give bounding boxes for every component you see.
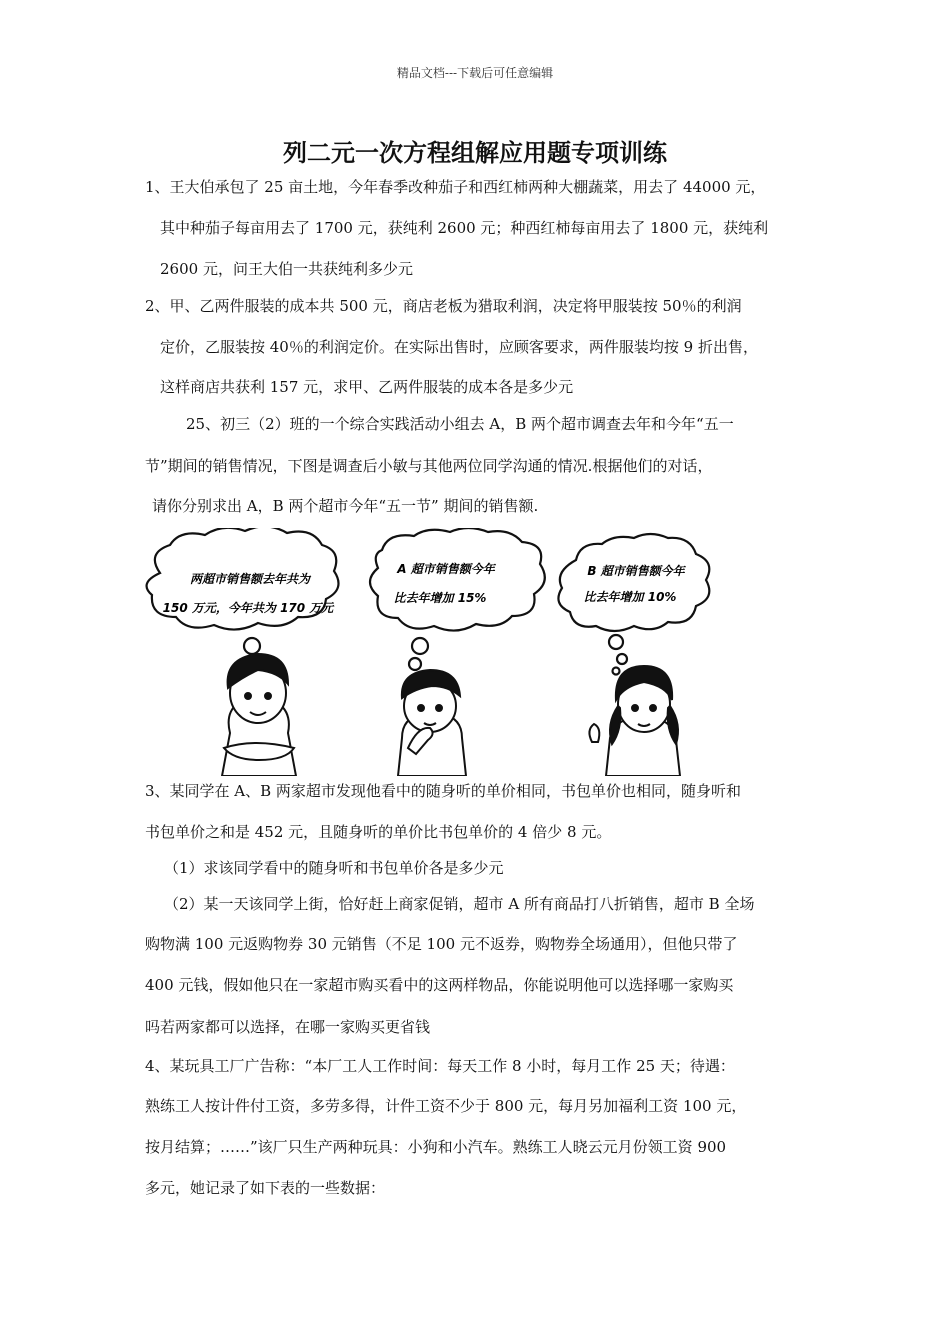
text-line: 购物满 100 元返购物券 30 元销售（不足 100 元不返券，购物券全场通用），但他只带了 xyxy=(145,935,738,953)
text-line: 书包单价之和是 452 元，且随身听的单价比书包单价的 4 倍少 8 元。 xyxy=(145,823,612,841)
text-line: 400 元钱，假如他只在一家超市购买看中的这两样物品，你能说明他可以选择哪一家购买 xyxy=(145,976,734,994)
thought-bubble-2 xyxy=(370,528,545,631)
bubble-2-line-2: 比去年增加 15% xyxy=(393,591,487,605)
thought-bubble-3 xyxy=(558,534,709,631)
text-line: 2600 元，问王大伯一共获纯利多少元 xyxy=(160,260,413,278)
text-line: 4、某玩具工厂广告称：“本厂工人工作时间：每天工作 8 小时，每月工作 25 天；待遇： xyxy=(145,1057,735,1075)
bubble-2-line-1: A 超市销售额今年 xyxy=(397,562,495,576)
thought-dot xyxy=(244,638,260,654)
thought-dot xyxy=(613,668,620,675)
text-line: （1）求该同学看中的随身听和书包单价各是多少元 xyxy=(164,859,504,877)
bubble-1-line-1: 两超市销售额去年共为 xyxy=(189,572,311,586)
text-line: 3、某同学在 A、B 两家超市发现他看中的随身听的单价相同，书包单价也相同，随身听和 xyxy=(145,782,741,800)
text-line: 1、王大伯承包了 25 亩土地，今年春季改种茄子和西红柿两种大棚蔬菜，用去了 44000 元， xyxy=(145,178,766,196)
student-boy-2 xyxy=(398,670,466,776)
student-girl xyxy=(589,666,680,776)
thought-dot xyxy=(412,638,428,654)
text-line: 吗若两家都可以选择，在哪一家购买更省钱 xyxy=(145,1018,431,1036)
text-line: 请你分别求出 A，B 两个超市今年“五一节” 期间的销售额. xyxy=(152,497,539,515)
page-title: 列二元一次方程组解应用题专项训练 xyxy=(283,139,667,167)
thought-dot xyxy=(609,635,623,649)
bubble-3-line-1: B 超市销售额今年 xyxy=(587,564,685,578)
text-line: 定价，乙服装按 40％的利润定价。在实际出售时，应顾客要求，两件服装均按 9 折出售， xyxy=(160,338,758,356)
text-line: 熟练工人按计件付工资，多劳多得，计件工资不少于 800 元，每月另加福利工资 100 元， xyxy=(145,1097,747,1115)
text-line: 2、甲、乙两件服装的成本共 500 元，商店老板为猎取利润，决定将甲服装按 50％的利润 xyxy=(145,297,742,315)
bubble-1-line-2: 150 万元，今年共为 170 万元 xyxy=(162,601,334,615)
text-line: 其中种茄子每亩用去了 1700 元，获纯利 2600 元；种西红柿每亩用去了 1800 元，获纯利 xyxy=(160,219,769,237)
text-line: 这样商店共获利 157 元，求甲、乙两件服装的成本各是多少元 xyxy=(160,378,574,396)
bubble-3-line-2: 比去年增加 10% xyxy=(583,590,677,604)
thought-dot xyxy=(409,658,421,670)
thought-dot xyxy=(617,654,627,664)
text-line: （2）某一天该同学上街，恰好赶上商家促销，超市 A 所有商品打八折销售，超市 B 全场 xyxy=(164,895,755,913)
text-line: 25、初三（2）班的一个综合实践活动小组去 A，B 两个超市调查去年和今年“五一 xyxy=(186,415,734,433)
text-line: 节”期间的销售情况，下图是调查后小敏与其他两位同学沟通的情况.根据他们的对话， xyxy=(145,457,713,475)
text-line: 按月结算；……”该厂只生产两种玩具：小狗和小汽车。熟练工人晓云元月份领工资 900 xyxy=(145,1138,727,1156)
page-header: 精品文档---下载后可任意编辑 xyxy=(396,66,554,80)
text-line: 多元，她记录了如下表的一些数据： xyxy=(145,1179,386,1197)
student-boy-1 xyxy=(222,654,296,776)
dialogue-illustration xyxy=(140,528,820,776)
